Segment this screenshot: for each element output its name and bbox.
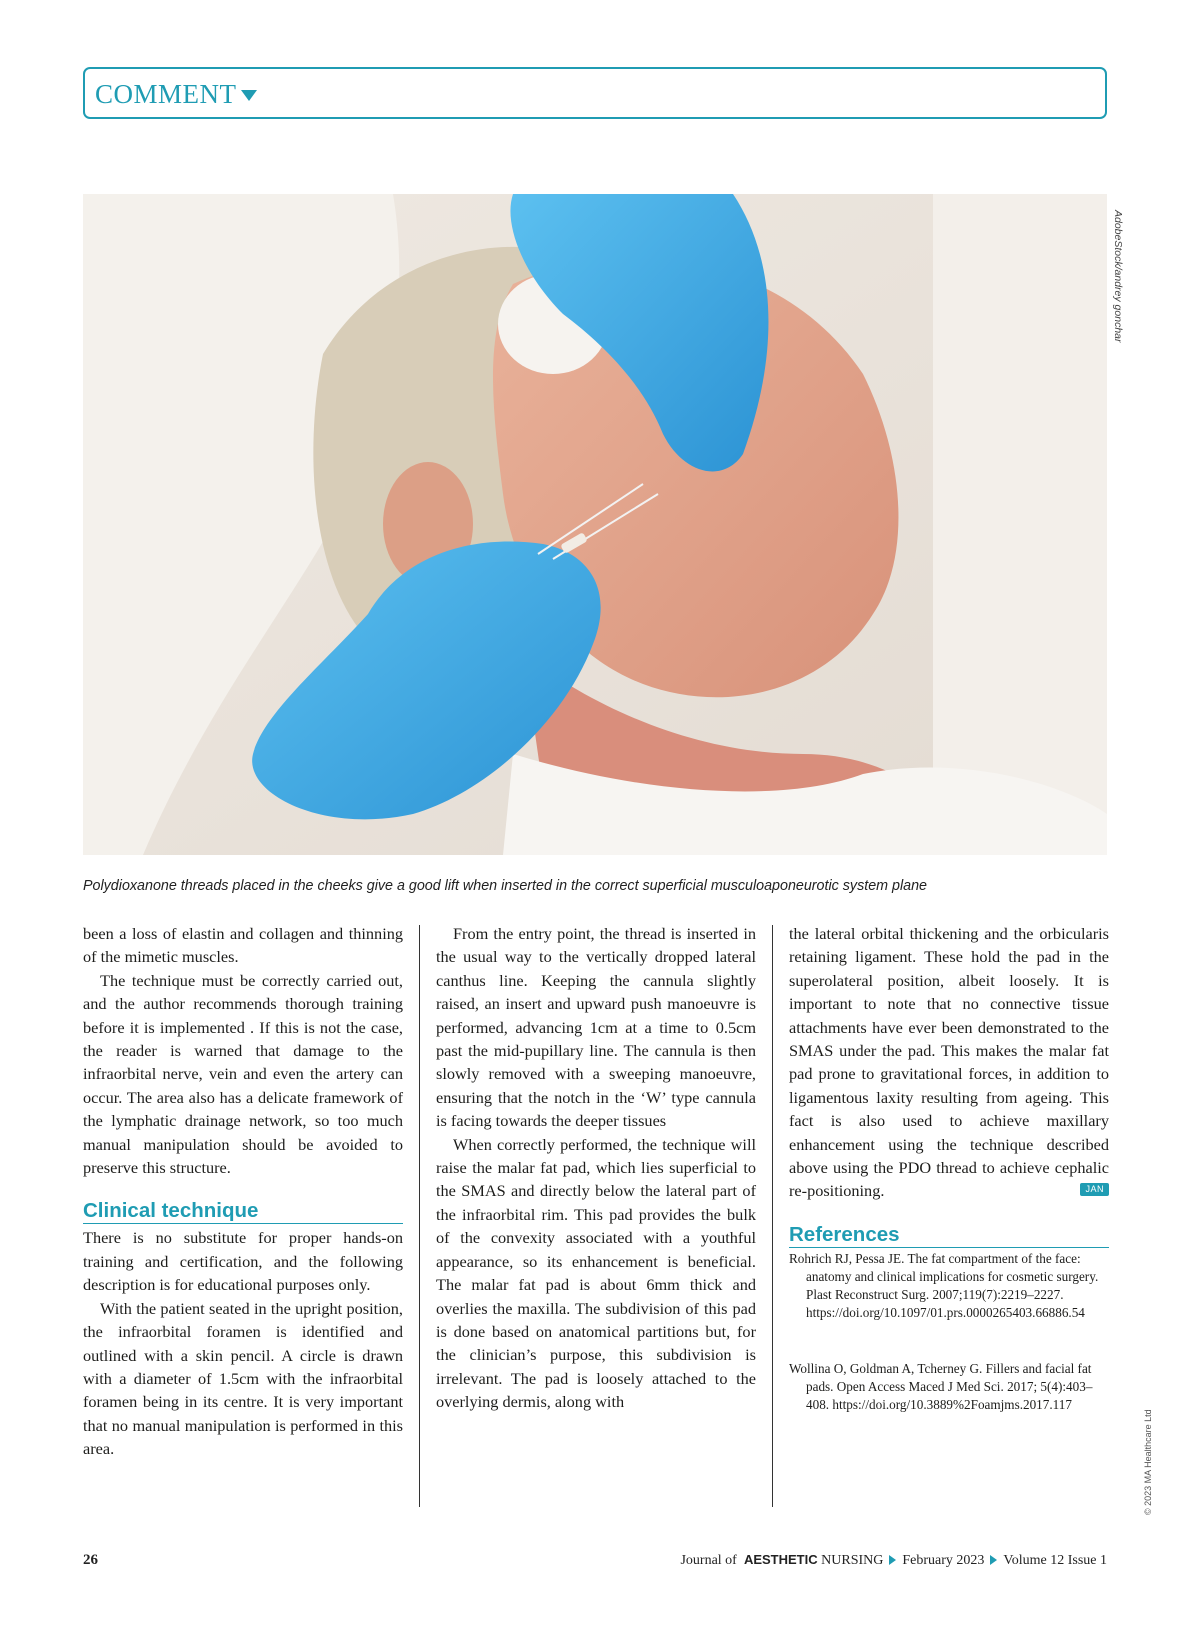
paragraph: From the entry point, the thread is inserted in the usual way to the vertically dropped lateral canthus line. Keeping the cannula slightly raised, an insert and upward push manoeuvre is performed, advancing 1cm at a time to 0.5cm past the mid-pupillary line. The cannula is then slowly removed with a sweeping manoeuvre, ensuring that the notch in the ‘W’ type cannula is facing towards the deeper tissues — [436, 924, 756, 1131]
issue-date: February 2023 — [902, 1553, 985, 1568]
column-3 — [789, 922, 1109, 1414]
figure-caption: Polydioxanone threads placed in the cheeks give a good lift when inserted in the correct superficial musculoaponeurotic system plane — [83, 878, 928, 894]
journal-name-bold: AESTHETIC — [740, 1552, 818, 1567]
thread-lift-illustration — [83, 194, 1107, 855]
end-mark: JAN — [1080, 1183, 1109, 1196]
paragraph: been a loss of elastin and collagen and thinning of the mimetic muscles. — [83, 924, 403, 967]
column-divider — [419, 925, 420, 1507]
section-label: COMMENT — [95, 79, 237, 109]
paragraph: With the patient seated in the upright position, the infraorbital foramen is identified and outlined with a skin pencil. A circle is drawn with a diameter of 1.5cm with the infraorbital foramen being in its centre. It is very important that no manual manipulation is performed in this area. — [83, 1298, 403, 1459]
paragraph — [789, 922, 1109, 1203]
references-list — [789, 1250, 1109, 1414]
triangle-right-icon — [990, 1555, 997, 1565]
triangle-right-icon — [889, 1555, 896, 1565]
section-heading: Clinical technique — [83, 1179, 403, 1224]
running-footer — [680, 1552, 1107, 1569]
page-number: 26 — [83, 1552, 98, 1568]
paragraph: When correctly performed, the technique will raise the malar fat pad, which lies superficial to the SMAS and directly below the lateral part of the infraorbital rim. This pad provides the bulk of the convexity associated with a youthful appearance, so its enhancement is beneficial. The malar fat pad is about 6mm thick and overlies the maxilla. The subdivision of this pad is done based on anatomical partitions but, for the clinician’s purpose, this subdivision is irrelevant. The pad is loosely attached to the overlying dermis, along with — [436, 1134, 756, 1412]
journal-prefix: Journal of — [680, 1553, 737, 1568]
image-credit: AdobeStock/andrey gonchar — [1112, 210, 1124, 343]
column-1 — [83, 922, 403, 1461]
procedure-photo — [83, 194, 1107, 855]
references-heading: References — [789, 1203, 1109, 1248]
reference-item: Wollina O, Goldman A, Tcherney G. Fillers and facial fat pads. Open Access Maced J Med Sci. 2017; 5(4):403–408. https://doi.org/10.3889%2Foamjms.2017.117 — [789, 1360, 1093, 1412]
paragraph: The technique must be correctly carried out, and the author recommends thorough training before it is implemented . If this is not the case, the reader is warned that damage to the infraorbital nerve, vein and even the artery can occur. The area also has a delicate framework of the lymphatic drainage network, so too much manual manipulation should be avoided to preserve this structure. — [83, 970, 403, 1178]
caret-down-icon — [241, 90, 257, 101]
paragraph: There is no substitute for proper hands-on training and certification, and the following description is for educational purposes only. — [83, 1228, 403, 1295]
column-2 — [436, 922, 756, 1414]
section-tab — [83, 67, 1107, 119]
copyright-notice: © 2023 MA Healthcare Ltd — [1143, 1409, 1153, 1515]
paragraph-text: the lateral orbital thickening and the orbicularis retaining ligament. These hold the pad in the superolateral position, albeit loosely. It is important to note that no connective tissue attachments have ever been demonstrated to the SMAS under the pad. This makes the malar fat pad prone to gravitational forces, in addition to ligamentous laxity resulting from ageing. This fact is also used to achieve maxillary enhancement using the technique described above using the PDO thread to achieve cephalic re-positioning. — [789, 924, 1109, 1201]
journal-suffix: NURSING — [817, 1553, 884, 1568]
reference-item: Rohrich RJ, Pessa JE. The fat compartment of the face: anatomy and clinical implications for cosmetic surgery. Plast Reconstruct Surg. 2007;119(7):2219–2227. https://doi.org/10.1097/01.prs.0000265403.66886.54 — [789, 1250, 1099, 1320]
column-divider — [772, 925, 773, 1507]
volume-issue: Volume 12 Issue 1 — [1003, 1553, 1107, 1568]
page-footer — [83, 1552, 1107, 1574]
